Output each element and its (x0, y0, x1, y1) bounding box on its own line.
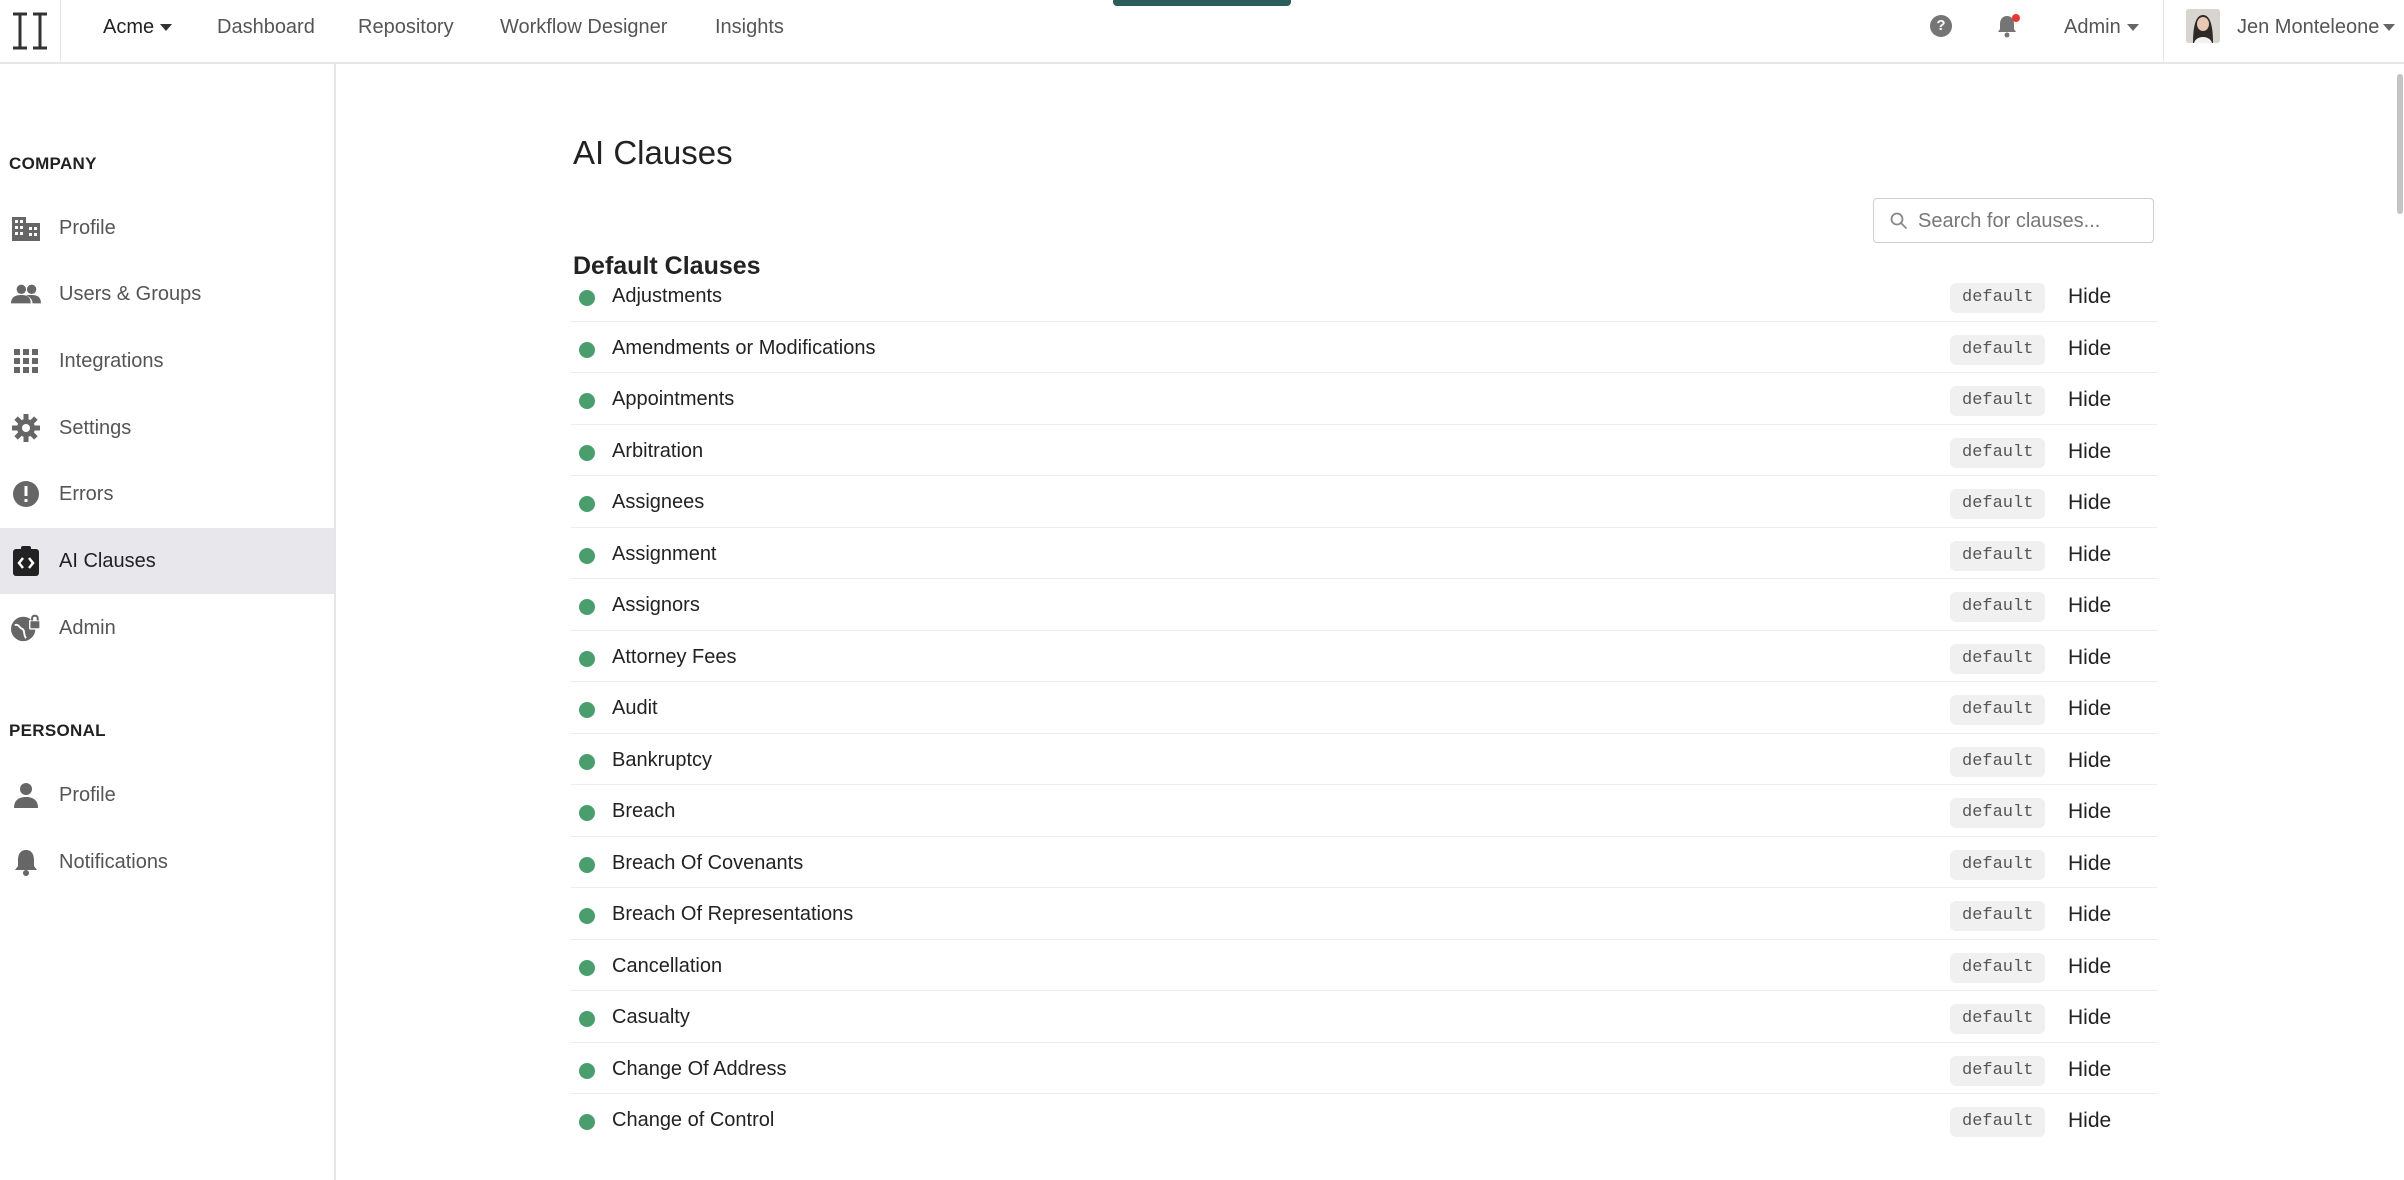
default-badge: default (1950, 1056, 2045, 1086)
hide-button[interactable]: Hide (2068, 800, 2112, 823)
main-content (336, 64, 2404, 1180)
clause-row (571, 1043, 2157, 1095)
sidebar-item-admin[interactable] (0, 595, 334, 661)
caret-down-icon (2383, 24, 2395, 31)
building-icon (11, 213, 41, 243)
nav-insights[interactable]: Insights (715, 16, 784, 38)
status-dot (579, 805, 595, 821)
clause-row (571, 579, 2157, 631)
clause-name: Arbitration (612, 439, 704, 462)
status-dot (579, 342, 595, 358)
app-logo[interactable] (0, 0, 61, 62)
hide-button[interactable]: Hide (2068, 336, 2112, 360)
clause-row (571, 631, 2157, 683)
user-menu[interactable] (2237, 14, 2395, 40)
sidebar-heading-company: COMPANY (9, 154, 97, 173)
clause-name: Breach Of Representations (612, 903, 854, 925)
clause-row (571, 528, 2157, 580)
default-badge: default (1950, 541, 2045, 571)
hide-button[interactable]: Hide (2068, 388, 2112, 411)
sidebar-item-label: Integrations (59, 349, 164, 372)
sidebar-item-company-profile[interactable] (0, 195, 334, 261)
status-dot (579, 1011, 595, 1027)
avatar-image (2186, 9, 2220, 43)
clause-row (571, 425, 2157, 477)
topbar-divider (2163, 0, 2164, 62)
hide-button[interactable]: Hide (2068, 748, 2112, 772)
sidebar-item-label: Admin (59, 616, 116, 639)
default-badge: default (1950, 901, 2045, 931)
code-clipboard-icon (11, 546, 41, 576)
default-badge: default (1950, 438, 2045, 468)
clause-row (571, 837, 2157, 889)
default-badge: default (1950, 283, 2045, 313)
alert-icon (11, 479, 41, 509)
hide-button[interactable]: Hide (2068, 491, 2112, 514)
search-input[interactable] (1918, 207, 2143, 235)
clause-name: Assignment (612, 542, 717, 565)
admin-menu-label: Admin (2064, 16, 2121, 38)
notification-dot (2012, 14, 2020, 22)
status-dot (579, 651, 595, 667)
gear-icon (11, 413, 41, 443)
clause-name: Assignors (612, 594, 700, 616)
clause-name: Audit (612, 697, 658, 719)
clause-row (571, 1094, 2157, 1146)
default-badge: default (1950, 592, 2045, 622)
status-dot (579, 908, 595, 924)
clause-name: Attorney Fees (612, 645, 737, 668)
status-dot (579, 445, 595, 461)
clause-row (571, 734, 2157, 786)
sidebar-item-label: Notifications (59, 850, 168, 873)
status-dot (579, 393, 595, 409)
status-dot (579, 1063, 595, 1079)
clause-row (571, 682, 2157, 734)
sidebar-item-label: Errors (59, 482, 114, 505)
status-dot (579, 290, 595, 306)
clause-name: Adjustments (612, 285, 723, 307)
clause-name: Bankruptcy (612, 748, 713, 771)
default-badge: default (1950, 850, 2045, 880)
logo-icon (11, 11, 49, 51)
caret-down-icon (2127, 24, 2139, 31)
globe-lock-icon (11, 613, 41, 643)
nav-repository[interactable]: Repository (358, 16, 454, 38)
sidebar-item-settings[interactable] (0, 395, 334, 461)
clause-name: Casualty (612, 1006, 690, 1028)
grid-icon (11, 346, 41, 376)
page-scrollbar[interactable] (2396, 64, 2404, 1180)
sidebar-item-label: Users & Groups (59, 282, 202, 305)
clause-row (571, 940, 2157, 992)
clause-name: Cancellation (612, 954, 723, 977)
clause-row (571, 476, 2157, 528)
status-dot (579, 599, 595, 615)
hide-button[interactable]: Hide (2068, 851, 2112, 875)
clause-name: Change of Control (612, 1109, 775, 1131)
sidebar-item-integrations[interactable] (0, 328, 334, 394)
bell-icon (11, 847, 41, 877)
top-navbar (0, 0, 2404, 64)
page-title: AI Clauses (573, 134, 733, 171)
org-switcher[interactable] (103, 14, 172, 40)
search-icon (1890, 212, 1908, 230)
hide-button[interactable]: Hide (2068, 697, 2112, 720)
hide-button[interactable]: Hide (2068, 1057, 2112, 1081)
users-icon (11, 279, 41, 309)
clause-row (571, 785, 2157, 837)
default-badge: default (1950, 386, 2045, 416)
clause-name: Amendments or Modifications (612, 336, 876, 359)
hide-button[interactable]: Hide (2068, 903, 2112, 926)
status-dot (579, 702, 595, 718)
section-title: Default Clauses (573, 252, 761, 280)
hide-button[interactable]: Hide (2068, 645, 2112, 669)
clause-name: Breach Of Covenants (612, 851, 804, 874)
default-badge: default (1950, 489, 2045, 519)
status-dot (579, 1114, 595, 1130)
status-dot (579, 857, 595, 873)
sidebar-item-label: Settings (59, 416, 132, 439)
clause-name: Breach (612, 800, 676, 822)
caret-down-icon (160, 24, 172, 31)
hide-button[interactable]: Hide (2068, 1109, 2112, 1132)
clause-name: Appointments (612, 388, 735, 410)
hide-button[interactable]: Hide (2068, 954, 2112, 978)
sidebar-item-label: Profile (59, 216, 116, 239)
help-icon[interactable]: ? (1930, 15, 1952, 37)
status-dot (579, 754, 595, 770)
hide-button[interactable]: Hide (2068, 439, 2112, 463)
clause-row (571, 373, 2157, 425)
status-dot (579, 548, 595, 564)
admin-menu[interactable] (2064, 14, 2139, 40)
sidebar-heading-personal: PERSONAL (9, 721, 106, 740)
status-dot (579, 496, 595, 512)
search-box[interactable] (1873, 198, 2154, 243)
sidebar-item-label: AI Clauses (59, 549, 156, 572)
notifications-bell[interactable] (1996, 14, 2020, 38)
clause-name: Change Of Address (612, 1057, 787, 1080)
default-badge: default (1950, 695, 2045, 725)
default-badge: default (1950, 953, 2045, 983)
clause-name: Assignees (612, 491, 705, 513)
sidebar-item-errors[interactable] (0, 461, 334, 527)
sidebar-item-label: Profile (59, 783, 116, 806)
default-badge: default (1950, 1004, 2045, 1034)
sidebar (0, 64, 336, 1180)
scrollbar-thumb[interactable] (2397, 74, 2403, 214)
status-dot (579, 960, 595, 976)
hide-button[interactable]: Hide (2068, 594, 2112, 617)
clause-row (571, 991, 2157, 1043)
sidebar-item-users-groups[interactable] (0, 261, 334, 327)
default-badge: default (1950, 1107, 2045, 1137)
clause-list (571, 270, 2157, 1146)
default-badge: default (1950, 798, 2045, 828)
clause-row (571, 888, 2157, 940)
default-badge: default (1950, 747, 2045, 777)
org-name: Acme (103, 16, 155, 38)
nav-dashboard[interactable]: Dashboard (217, 16, 315, 38)
sidebar-item-personal-profile[interactable] (0, 762, 334, 828)
nav-workflow-designer[interactable]: Workflow Designer (500, 16, 668, 38)
person-icon (11, 780, 41, 810)
avatar[interactable] (2186, 9, 2220, 43)
default-badge: default (1950, 644, 2045, 674)
default-badge: default (1950, 335, 2045, 365)
hide-button[interactable]: Hide (2068, 285, 2112, 308)
sidebar-item-ai-clauses[interactable] (0, 528, 334, 594)
hide-button[interactable]: Hide (2068, 1006, 2112, 1029)
clause-row (571, 322, 2157, 374)
clause-row (571, 270, 2157, 322)
sidebar-item-notifications[interactable] (0, 829, 334, 895)
user-name: Jen Monteleone (2237, 16, 2380, 38)
top-accent-bar (1113, 0, 1291, 6)
hide-button[interactable]: Hide (2068, 542, 2112, 566)
